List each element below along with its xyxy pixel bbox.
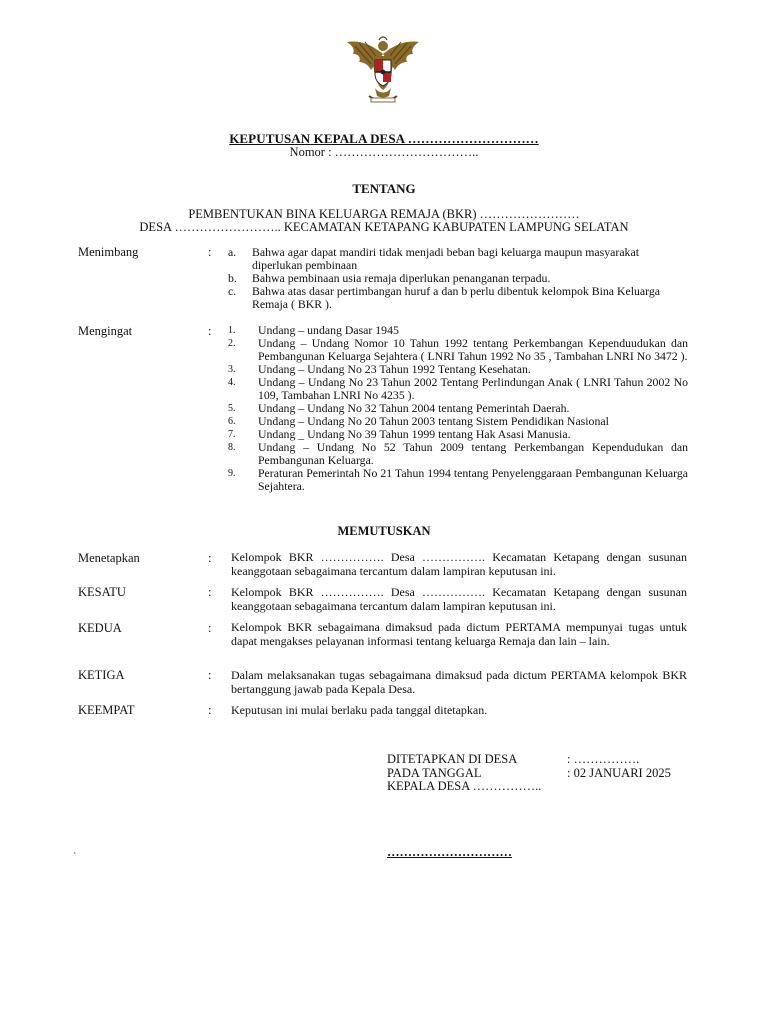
stray-mark: ` bbox=[73, 852, 77, 863]
list-item: 4. Undang – Undang No 23 Tahun 2002 Tentang Perlindungan Anak ( LNRI Tahun 2002 No 109, Tambahan LNRI No 4235 ). bbox=[228, 375, 688, 402]
ketiga-colon: : bbox=[208, 668, 212, 682]
menetapkan-label: Menetapkan bbox=[78, 551, 140, 565]
kesatu-text: Kelompok BKR ……………. Desa ……………. Kecamatan Ketapang dengan susunan keanggotaan sebagaimana tercantum dalam lampiran keputusan ini. bbox=[231, 585, 687, 613]
tanggal-value: : 02 JANUARI 2025 bbox=[567, 765, 671, 780]
menetapkan-colon: : bbox=[208, 551, 212, 565]
list-item: 5. Undang – Undang No 32 Tahun 2004 tentang Pemerintah Daerah. bbox=[228, 401, 570, 415]
kepala-desa-label: KEPALA DESA …………….. bbox=[387, 779, 542, 793]
subject-line-1: PEMBENTUKAN BINA KELUARGA REMAJA (BKR) …………………… bbox=[188, 207, 580, 221]
tentang-heading: TENTANG bbox=[352, 181, 416, 196]
ditetapkan-label: DITETAPKAN DI DESA bbox=[387, 752, 518, 766]
ketiga-label: KETIGA bbox=[78, 668, 125, 682]
ketiga-text: Dalam melaksanakan tugas sebagaimana dimaksud pada dictum PERTAMA kelompok BKR bertanggung jawab pada Kepala Desa. bbox=[231, 668, 687, 696]
kesatu-label: KESATU bbox=[78, 585, 126, 599]
menetapkan-text: Kelompok BKR ……………. Desa ……………. Kecamatan Ketapang dengan susunan keanggotaan sebagaimana tercantum dalam lampiran keputusan ini. bbox=[231, 550, 687, 578]
decree-number: Nomor : …………………………….. bbox=[289, 145, 479, 159]
menimbang-list bbox=[228, 246, 688, 311]
signature-block bbox=[387, 753, 671, 794]
signatory-name: ………………………… bbox=[387, 845, 512, 859]
list-item: c. Bahwa atas dasar pertimbangan huruf a dan b perlu dibentuk kelompok Bina Keluarga Remaja ( BKR ). bbox=[228, 284, 660, 311]
menimbang-colon: : bbox=[208, 245, 212, 259]
garuda-emblem-icon bbox=[341, 34, 425, 106]
memutuskan-heading: MEMUTUSKAN bbox=[337, 524, 431, 538]
mengingat-list bbox=[228, 324, 688, 493]
decree-title: KEPUTUSAN KEPALA DESA ………………………… bbox=[229, 131, 539, 146]
list-item: 8. Undang – Undang No 52 Tahun 2009 tentang Perkembangan Kependudukan dan Pembangunan Keluarga. bbox=[228, 440, 688, 467]
kedua-colon: : bbox=[208, 621, 212, 635]
list-item: b. Bahwa pembinaan usia remaja diperlukan penanganan terpadu. bbox=[228, 271, 551, 285]
kedua-label: KEDUA bbox=[78, 621, 122, 635]
mengingat-colon: : bbox=[208, 324, 212, 338]
keempat-label: KEEMPAT bbox=[78, 703, 135, 717]
list-item: 9. Peraturan Pemerintah No 21 Tahun 1994 tentang Penyelenggaraan Pembangunan Keluarga Sejahtera. bbox=[228, 466, 688, 493]
list-item: 7. Undang _ Undang No 39 Tahun 1999 tentang Hak Asasi Manusia. bbox=[228, 427, 571, 441]
list-item: 1. Undang – undang Dasar 1945 bbox=[228, 323, 399, 337]
list-item: 6. Undang – Undang No 20 Tahun 2003 tentang Sistem Pendidikan Nasional bbox=[228, 414, 609, 428]
mengingat-label: Mengingat bbox=[78, 324, 133, 338]
kedua-text: Kelompok BKR sebagaimana dimaksud pada dictum PERTAMA mempunyai tugas untuk dapat mengakses pelayanan informasi tentang keluarga Remaja dan lain – lain. bbox=[231, 620, 687, 648]
tanggal-label: PADA TANGGAL bbox=[387, 765, 482, 780]
keempat-colon: : bbox=[208, 703, 212, 717]
list-item: 2. Undang – Undang Nomor 10 Tahun 1992 tentang Perkembangan Kependuudukan dan Pembangunan Keluarga Sejahtera ( LNRI Tahun 1992 No 35 , Tambahan LNRI No 3472 ). bbox=[228, 336, 688, 363]
keempat-text: Keputusan ini mulai berlaku pada tanggal ditetapkan. bbox=[231, 703, 488, 717]
kesatu-colon: : bbox=[208, 585, 212, 599]
ditetapkan-value: : ……………. bbox=[567, 752, 640, 766]
list-item: a. Bahwa agar dapat mandiri tidak menjadi beban bagi keluarga maupun masyarakat diperlukan pembinaan bbox=[228, 245, 639, 272]
menimbang-label: Menimbang bbox=[78, 245, 139, 259]
list-item: 3. Undang – Undang No 23 Tahun 1992 Tentang Kesehatan. bbox=[228, 362, 531, 376]
subject-line-2: DESA …………………….. KECAMATAN KETAPANG KABUPATEN LAMPUNG SELATAN bbox=[139, 220, 629, 234]
